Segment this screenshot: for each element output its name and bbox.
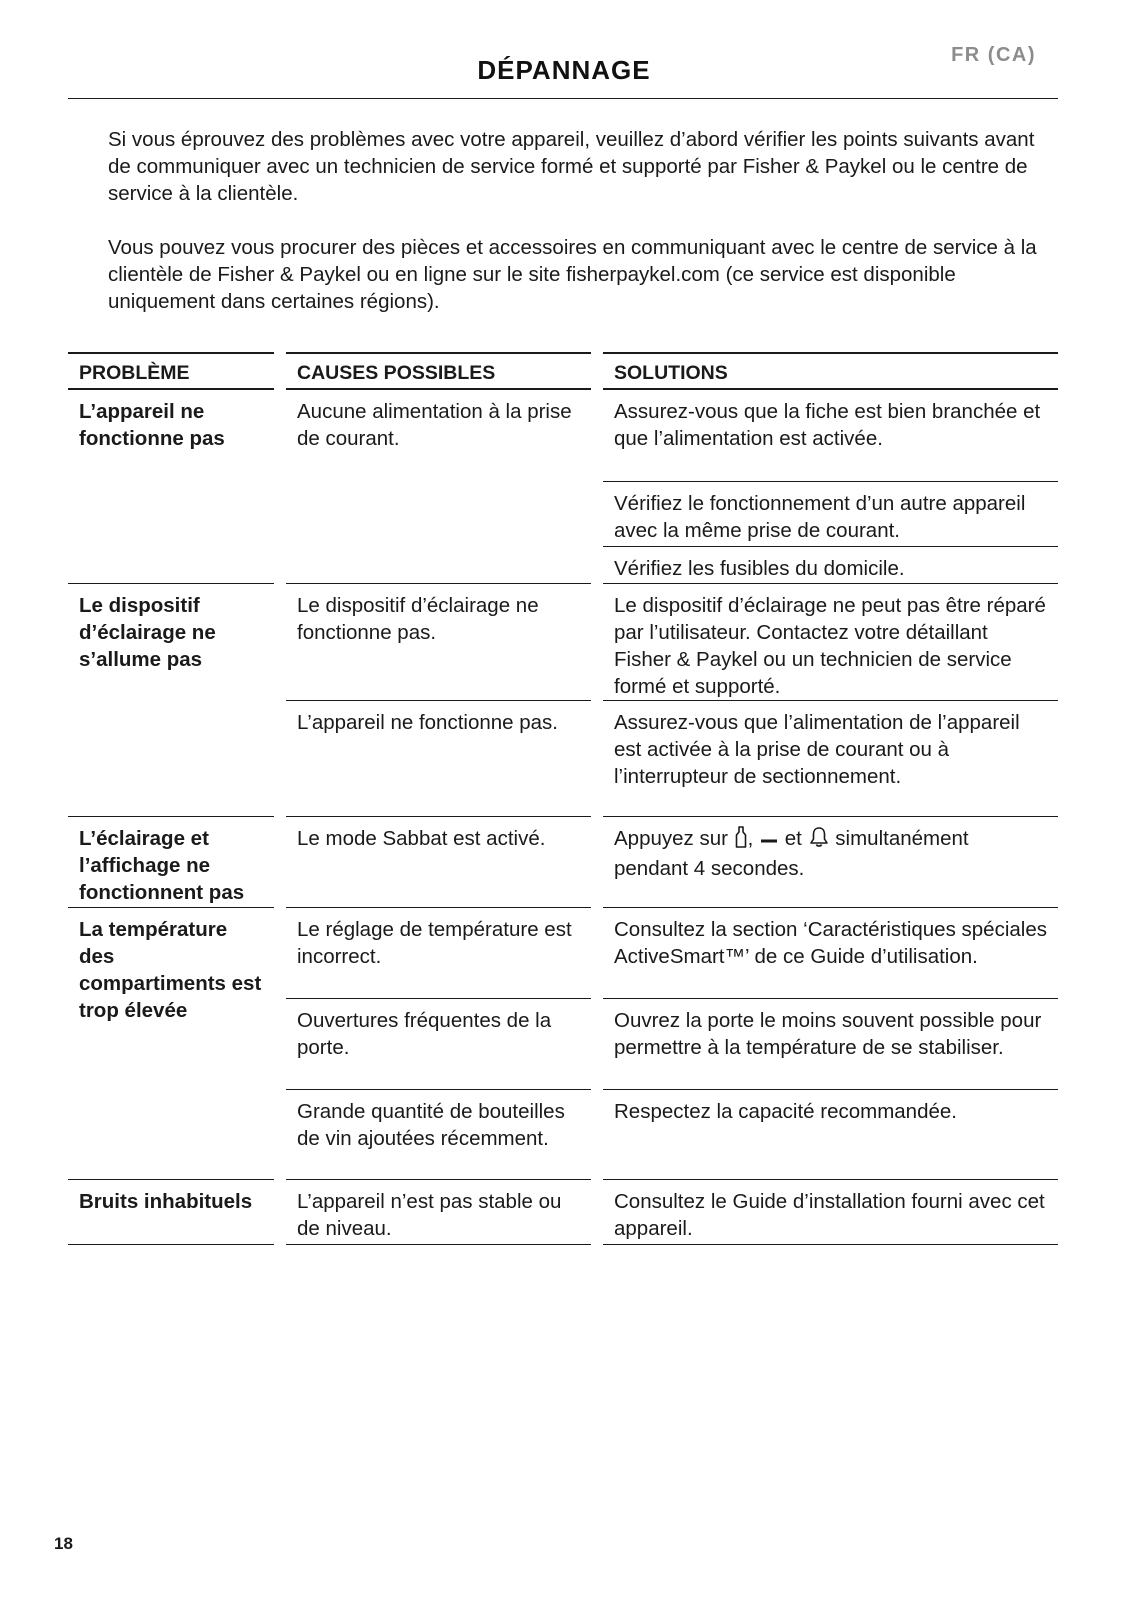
- solution-cell: Le dispositif d’éclairage ne peut pas être réparé par l’utilisateur. Contactez votre détaillant Fisher & Paykel ou un technicien de service formé et supporté.: [603, 584, 1058, 701]
- solution-cell: Respectez la capacité recommandée.: [603, 1090, 1058, 1180]
- solution-cell: Assurez-vous que la fiche est bien branchée et que l’alimentation est activée.: [603, 390, 1058, 482]
- solution-cell: Vérifiez les fusibles du domicile.: [603, 547, 1058, 584]
- problem-cell: Bruits inhabituels: [68, 1180, 274, 1245]
- intro-paragraph-1: Si vous éprouvez des problèmes avec votre appareil, veuillez d’abord vérifier les points suivants avant de communiquer avec un technicien de service formé et supporté par Fisher & Paykel ou le centre de service à la clientèle.: [108, 128, 1035, 205]
- page-number: 18: [54, 1534, 73, 1553]
- minus-icon: [760, 828, 778, 855]
- cause-cell: Le réglage de température est incorrect.: [286, 908, 591, 999]
- causes-header: CAUSES POSSIBLES: [286, 352, 591, 390]
- problem-cell: L’appareil ne fonctionne pas: [68, 390, 274, 584]
- cause-cell: L’appareil n’est pas stable ou de niveau.: [286, 1180, 591, 1245]
- problem-cell: L’éclairage et l’affichage ne fonctionnent pas: [68, 817, 274, 908]
- bottle-icon: [735, 826, 747, 855]
- comma-separator: ,: [747, 827, 754, 850]
- causes-column: [286, 352, 591, 1245]
- cause-cell: Aucune alimentation à la prise de courant.: [286, 390, 591, 584]
- solution-cell: Consultez la section ‘Caractéristiques spéciales ActiveSmart™’ de ce Guide d’utilisation.: [603, 908, 1058, 999]
- problem-cell: La température des compartiments est trop élevée: [68, 908, 274, 1180]
- problem-header: PROBLÈME: [68, 352, 274, 390]
- solution-cell-sabbath: [603, 817, 1058, 908]
- bell-icon: [809, 826, 829, 855]
- title-divider: [68, 98, 1058, 99]
- cause-cell: Grande quantité de bouteilles de vin ajoutées récemment.: [286, 1090, 591, 1180]
- solutions-header: SOLUTIONS: [603, 352, 1058, 390]
- solutions-column: [603, 352, 1058, 1245]
- sabbath-prefix: Appuyez sur: [614, 827, 728, 850]
- intro-text: [108, 126, 1058, 342]
- cause-cell: Le mode Sabbat est activé.: [286, 817, 591, 908]
- language-label: FR (CA): [951, 44, 1036, 66]
- solution-cell: Assurez-vous que l’alimentation de l’appareil est activée à la prise de courant ou à l’interrupteur de sectionnement.: [603, 701, 1058, 817]
- and-text: et: [784, 827, 802, 850]
- cause-cell: L’appareil ne fonctionne pas.: [286, 701, 591, 817]
- problem-column: [68, 352, 274, 1245]
- cause-cell: Le dispositif d’éclairage ne fonctionne pas.: [286, 584, 591, 701]
- sabbath-suffix: simultanément pendant 4 secondes.: [614, 827, 969, 880]
- intro-paragraph-2: Vous pouvez vous procurer des pièces et accessoires en communiquant avec le centre de service à la clientèle de Fisher & Paykel ou en ligne sur le site fisherpaykel.com (ce service est disponible uniquement dans certaines régions).: [108, 236, 1037, 313]
- problem-cell: Le dispositif d’éclairage ne s’allume pas: [68, 584, 274, 817]
- solution-cell: Consultez le Guide d’installation fourni avec cet appareil.: [603, 1180, 1058, 1245]
- cause-cell: Ouvertures fréquentes de la porte.: [286, 999, 591, 1090]
- page-title: DÉPANNAGE: [477, 55, 651, 85]
- solution-cell: Ouvrez la porte le moins souvent possible pour permettre à la température de se stabiliser.: [603, 999, 1058, 1090]
- solution-cell: Vérifiez le fonctionnement d’un autre appareil avec la même prise de courant.: [603, 482, 1058, 547]
